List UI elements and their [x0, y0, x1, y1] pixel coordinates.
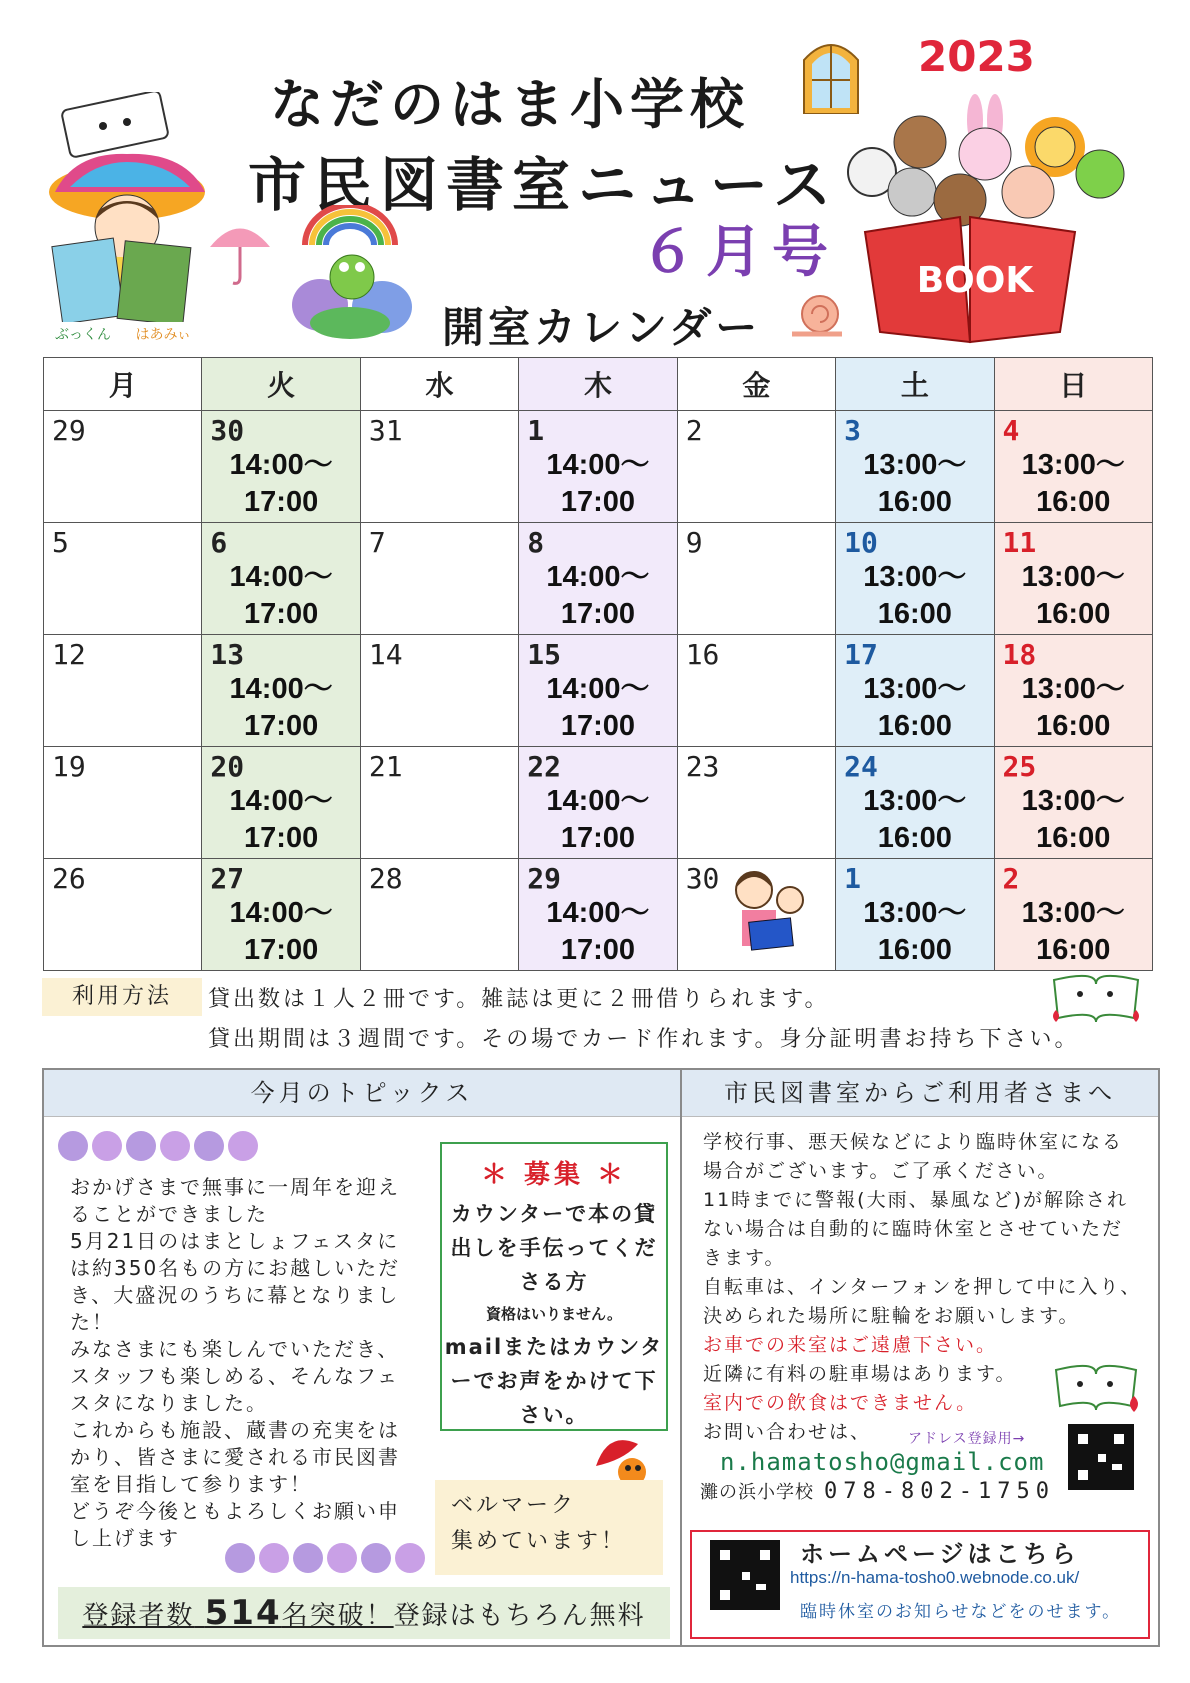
opening-hours: 14:00～ 17:00 [546, 673, 650, 742]
calendar-day-wed [360, 859, 518, 971]
usage-label: 利用方法 [42, 978, 202, 1016]
day-number: 12 [52, 638, 86, 671]
volunteer-recruit-box [440, 1142, 668, 1431]
happy-book-icon-2 [1050, 1360, 1142, 1418]
calendar-day-sun [994, 635, 1152, 747]
calendar-day-wed [360, 747, 518, 859]
calendar-week-row [44, 523, 1153, 635]
opening-hours: 13:00～ 16:00 [1021, 897, 1125, 966]
day-number: 15 [527, 638, 561, 671]
day-number: 9 [685, 526, 703, 559]
school-contact [700, 1478, 1055, 1504]
day-number: 29 [527, 862, 561, 895]
calendar-week-row [44, 747, 1153, 859]
opening-hours: 13:00～ 16:00 [1021, 449, 1125, 518]
calendar-day-tue [202, 859, 360, 971]
notice-no-food: 室内での飲食はできません。 [703, 1392, 978, 1414]
day-number: 30 [685, 862, 720, 895]
contact-email[interactable]: n.hamatosho@gmail.com [720, 1448, 1045, 1476]
calendar-day-tue [202, 747, 360, 859]
day-number: 1 [527, 414, 545, 447]
register-count: 514 [204, 1593, 282, 1633]
calendar-day-thu [519, 411, 677, 523]
notice-parking: 近隣に有料の駐車場はあります。 [703, 1363, 1017, 1385]
school-phone[interactable]: 078-802-1750 [824, 1479, 1055, 1504]
book-sign-label: BOOK [916, 260, 1034, 301]
opening-hours: 14:00～ 17:00 [229, 785, 333, 854]
weekday-wed: 水 [360, 358, 518, 411]
opening-hours: 13:00～ 16:00 [1021, 561, 1125, 630]
bellmark-notice: ベルマーク 集めています！ [435, 1480, 663, 1575]
calendar-day-thu [519, 859, 677, 971]
homepage-url-link[interactable]: https://n-hama-tosho0.webnode.co.uk/ [790, 1568, 1080, 1587]
calendar-day-thu [519, 523, 677, 635]
recruit-note: 資格はいりません。 [486, 1305, 622, 1323]
calendar-day-tue [202, 635, 360, 747]
notice-heading: 市民図書室からご利用者さまへ [682, 1070, 1158, 1117]
weekday-sat: 土 [836, 358, 994, 411]
calendar-day-sun [994, 747, 1152, 859]
opening-hours: 13:00～ 16:00 [863, 561, 967, 630]
homepage-title: ホームページはこちら [800, 1540, 1080, 1568]
issue-month: ６月号 [640, 220, 838, 285]
day-number: 13 [210, 638, 245, 671]
weekday-tue: 火 [202, 358, 360, 411]
day-number: 28 [368, 862, 403, 895]
day-number: 21 [368, 750, 403, 783]
calendar-day-mon [44, 411, 202, 523]
address-register-note: アドレス登録用→ [908, 1431, 1026, 1447]
calendar-day-fri [677, 635, 835, 747]
weekday-mon: 月 [44, 358, 202, 411]
day-number: 19 [52, 750, 86, 783]
recruit-contact: mailまたはカウンターでお声をかけて下さい。 [444, 1335, 664, 1427]
day-number: 6 [210, 526, 228, 559]
notice-no-cars: お車での来室はご遠慮下さい。 [703, 1334, 998, 1356]
homepage-subtitle: 臨時休室のお知らせなどをのせます。 [800, 1602, 1122, 1622]
opening-hours: 13:00～ 16:00 [1021, 673, 1125, 742]
day-number: 2 [685, 414, 703, 447]
recruit-title: ＊ 募集 ＊ [480, 1160, 628, 1190]
calendar-week-row [44, 859, 1153, 971]
calendar-day-mon [44, 859, 202, 971]
day-number: 2 [1002, 862, 1020, 895]
weekday-fri: 金 [677, 358, 835, 411]
calendar-day-fri [677, 523, 835, 635]
calendar-day-wed [360, 411, 518, 523]
school-name-title: なだのはま小学校 [270, 73, 750, 136]
calendar-day-thu [519, 747, 677, 859]
calendar-day-fri [677, 747, 835, 859]
weekday-sun: 日 [994, 358, 1152, 411]
day-number: 26 [52, 862, 86, 895]
day-number: 10 [844, 526, 878, 559]
calendar-day-sun [994, 523, 1152, 635]
notice-contact: お問い合わせは、 [703, 1421, 872, 1443]
rainbow-hydrangea-frog-illustration [290, 205, 430, 340]
calendar-day-sat [836, 747, 994, 859]
calendar-day-sat [836, 411, 994, 523]
calendar-day-sun [994, 411, 1152, 523]
topics-body: おかげさまで無事に一周年を迎えることができました 5月21日のはまとしょフェスタには約350名もの方にお越しいただき、大盛況のうちに幕となりました！ みなさまにも楽しんでいただき、スタッフも楽しめる、そんなフェスタになりました。 これからも施設、蔵書の充実をはかり、皆さまに愛される市民図書室を目指して参ります！ どうぞ今後ともよろしくお願い申し上げます [70, 1175, 401, 1550]
opening-hours: 13:00～ 16:00 [863, 673, 967, 742]
day-number: 25 [1002, 750, 1037, 783]
day-number: 24 [844, 750, 878, 783]
kid-reading-illustration [45, 92, 215, 322]
caption-bukkun: ぶっくん [55, 327, 111, 343]
opening-hours: 13:00～ 16:00 [863, 897, 967, 966]
calendar-day-sat [836, 523, 994, 635]
opening-hours: 14:00～ 17:00 [546, 449, 650, 518]
calendar-day-mon [44, 523, 202, 635]
opening-hours: 14:00～ 17:00 [546, 897, 650, 966]
year-label: 2023 [918, 32, 1035, 81]
day-number: 23 [685, 750, 720, 783]
day-number: 17 [844, 638, 878, 671]
calendar-body [44, 411, 1153, 971]
weekday-thu: 木 [519, 358, 677, 411]
notice-bicycle: 自転車は、インターフォンを押して中に入り、決められた場所に駐輪をお願いします。 [703, 1276, 1142, 1327]
day-number: 1 [844, 862, 861, 895]
calendar-day-thu [519, 635, 677, 747]
calendar-heading: 開室カレンダー [442, 303, 762, 352]
day-number: 30 [210, 414, 245, 447]
animals-book-illustration [820, 92, 1130, 352]
newsletter-title: 市民図書室ニュース [248, 151, 840, 219]
calendar-day-wed [360, 523, 518, 635]
opening-hours: 13:00～ 16:00 [1021, 785, 1125, 854]
opening-hours: 14:00～ 17:00 [546, 561, 650, 630]
day-number: 3 [844, 414, 861, 447]
hydrangea-row-top-icon [55, 1128, 265, 1164]
day-number: 20 [210, 750, 245, 783]
calendar-week-row [44, 411, 1153, 523]
register-prefix: 登録者数 [82, 1601, 195, 1631]
opening-hours: 14:00～ 17:00 [546, 785, 650, 854]
opening-hours: 14:00～ 17:00 [229, 897, 333, 966]
school-name: 灘の浜小学校 [700, 1482, 814, 1503]
umbrella-icon [205, 215, 275, 290]
usage-lending-limit: 貸出数は１人２冊です。雑誌は更に２冊借りられます。 [208, 987, 830, 1012]
calendar-day-tue [202, 523, 360, 635]
email-qr-code-icon[interactable] [1068, 1424, 1134, 1490]
calendar-week-row [44, 635, 1153, 747]
opening-calendar [43, 357, 1153, 971]
calendar-day-mon [44, 747, 202, 859]
day-number: 8 [527, 526, 545, 559]
day-number: 5 [52, 526, 69, 559]
parent-child-reading-icon [722, 862, 812, 952]
usage-lending-period: 貸出期間は３週間です。その場でカード作れます。身分証明書お持ち下さい。 [208, 1027, 1080, 1052]
opening-hours: 13:00～ 16:00 [863, 449, 967, 518]
homepage-qr-code-icon[interactable] [710, 1540, 780, 1610]
day-number: 4 [1002, 414, 1020, 447]
notice-warning: 11時までに警報(大雨、暴風など)が解除されない場合は自動的に臨時休室とさせていただきます。 [703, 1189, 1129, 1269]
calendar-day-sat [836, 635, 994, 747]
calendar-day-mon [44, 635, 202, 747]
calendar-day-sat [836, 859, 994, 971]
day-number: 16 [685, 638, 720, 671]
register-suffix: 名突破！ [281, 1601, 394, 1631]
register-free: 登録はもちろん無料 [393, 1601, 646, 1631]
calendar-day-tue [202, 411, 360, 523]
topics-heading: 今月のトピックス [44, 1070, 680, 1117]
registrant-count-banner [58, 1587, 670, 1639]
happy-book-icon [1048, 970, 1144, 1030]
day-number: 7 [368, 526, 386, 559]
notice-closure: 学校行事、悪天候などにより臨時休室になる場合がございます。ご了承ください。 [703, 1131, 1124, 1182]
opening-hours: 13:00～ 16:00 [863, 785, 967, 854]
hydrangea-row-bottom-icon [222, 1540, 432, 1576]
opening-hours: 14:00～ 17:00 [229, 449, 333, 518]
day-number: 14 [368, 638, 403, 671]
day-number: 18 [1002, 638, 1037, 671]
calendar-day-sun [994, 859, 1152, 971]
day-number: 31 [368, 414, 403, 447]
day-number: 29 [52, 414, 86, 447]
day-number: 27 [210, 862, 245, 895]
day-number: 22 [527, 750, 561, 783]
opening-hours: 14:00～ 17:00 [229, 561, 333, 630]
character-captions [55, 324, 211, 344]
day-number: 11 [1002, 526, 1037, 559]
calendar-day-fri [677, 411, 835, 523]
opening-hours: 14:00～ 17:00 [229, 673, 333, 742]
recruit-body: カウンターで本の貸出しを手伝ってくださる方 [450, 1202, 658, 1294]
caption-haamii: はあみぃ [135, 327, 192, 343]
calendar-day-wed [360, 635, 518, 747]
calendar-weekday-row [44, 358, 1153, 411]
